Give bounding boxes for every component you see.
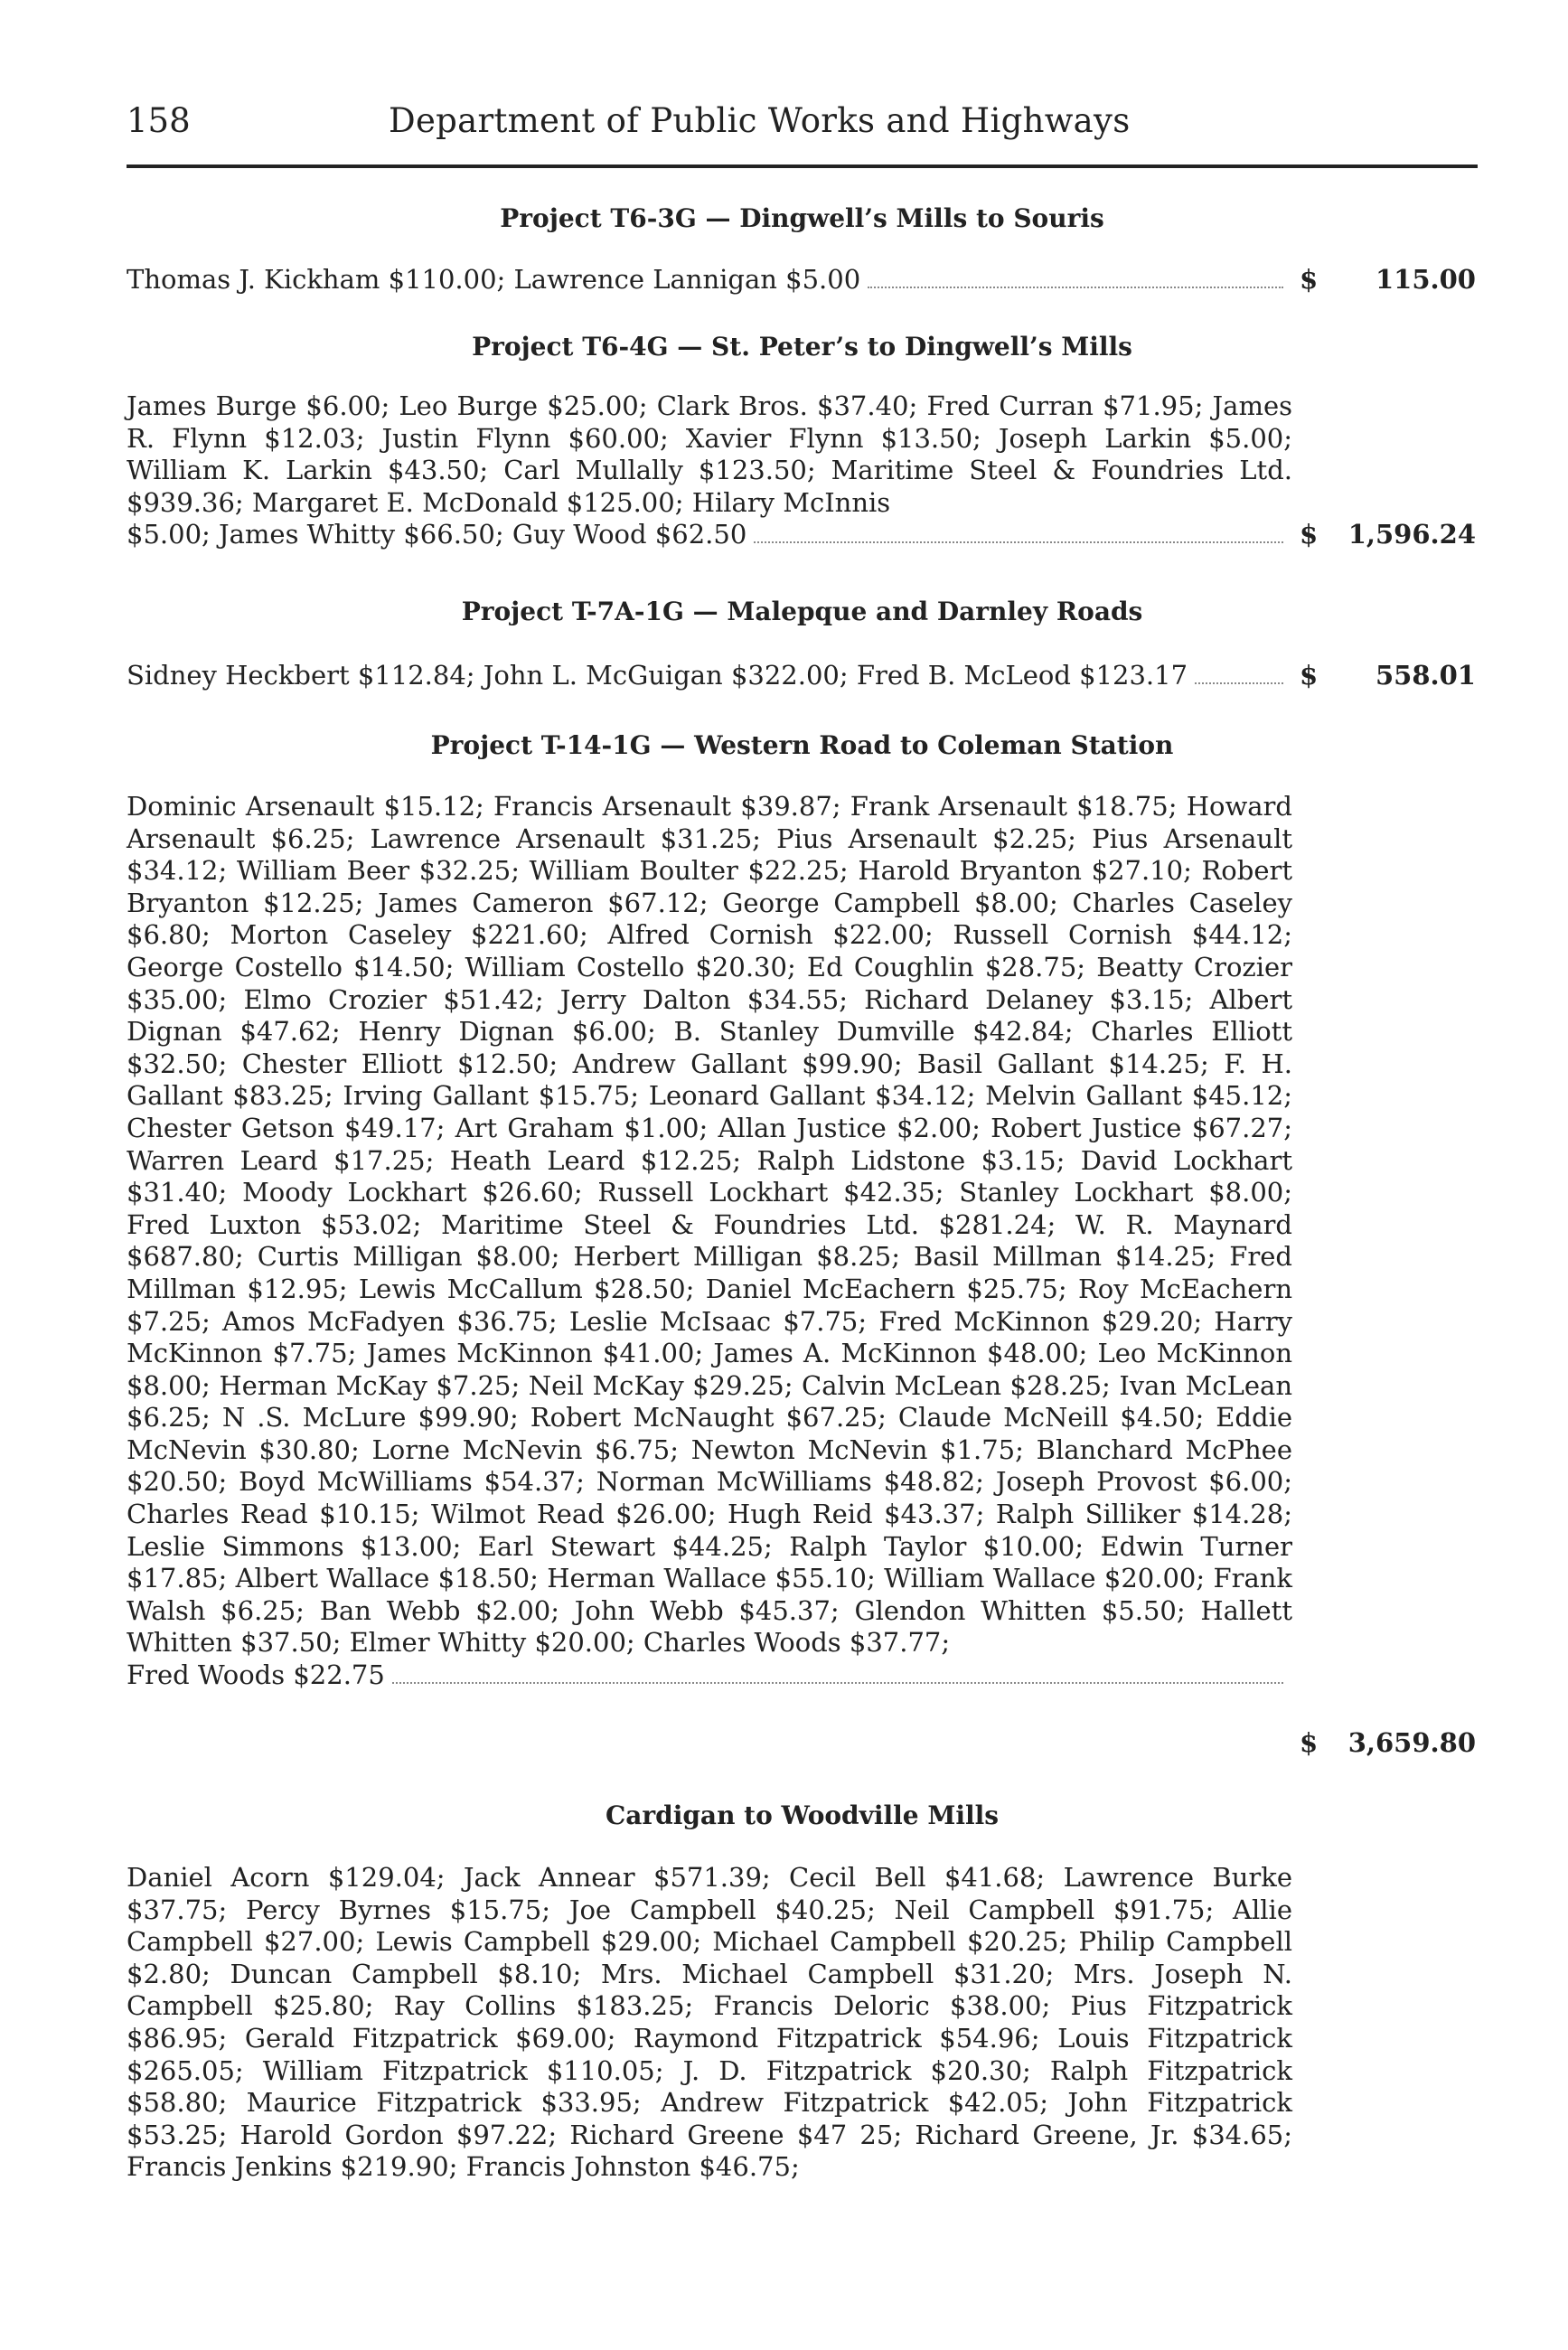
entry-last-line: $5.00; James Whitty $66.50; Guy Wood $62.50 <box>127 519 747 550</box>
running-title: Department of Public Works and Highways <box>389 101 1131 140</box>
section-title: Project T6-3G — Dingwell’s Mills to Souris <box>500 203 1104 233</box>
section-title: Project T-7A-1G — Malepque and Darnley Roads <box>461 597 1143 626</box>
ledger-entry <box>127 660 1478 692</box>
leader-line <box>127 264 1292 296</box>
section-total <box>1292 264 1478 295</box>
dot-leader <box>754 541 1283 543</box>
currency-symbol: $ <box>1300 519 1319 550</box>
section-title: Project T6-4G — St. Peter’s to Dingwell’s Mills <box>472 332 1132 362</box>
dot-leader <box>868 287 1283 288</box>
dot-leader <box>392 1682 1283 1684</box>
ledger-entry <box>127 264 1478 296</box>
section-title: Cardigan to Woodville Mills <box>605 1800 1000 1830</box>
section-total <box>1292 1727 1478 1758</box>
total-value: 115.00 <box>1376 264 1476 295</box>
section-title: Project T-14-1G — Western Road to Coleman Station <box>430 730 1174 760</box>
entry-last-line: Sidney Heckbert $112.84; John L. McGuigan $322.00; Fred B. McLeod $123.17 <box>127 660 1188 691</box>
total-value: 558.01 <box>1376 660 1476 691</box>
ledger-entry <box>127 1862 1478 2184</box>
page-number: 158 <box>127 101 191 140</box>
entry-last-line: Thomas J. Kickham $110.00; Lawrence Lannigan $5.00 <box>127 264 861 295</box>
section-total <box>1292 519 1478 550</box>
leader-line <box>127 660 1292 692</box>
total-value: 3,659.80 <box>1347 1727 1476 1758</box>
payee-paragraph: Dominic Arsenault $15.12; Francis Arsenault $39.87; Frank Arsenault $18.75; Howard Arsenault $6.25; Lawrence Arsenault $31.25; Pius Arsenault $2.25; Pius Arsenault $34.12; William Beer $32.25; William Boulter $22.25; Harold Bryanton $27.10; Robert Bryanton $12.25; James Cameron $67.12; George Campbell $8.00; Charles Caseley $6.80; Morton Caseley $221.60; Alfred Cornish $22.00; Russell Cornish $44.12; George Costello $14.50; William Costello $20.30; Ed Coughlin $28.75; Beatty Crozier $35.00; Elmo Crozier $51.42; Jerry Dalton $34.55; Richard Delaney $3.15; Albert Dignan $47.62; Henry Dignan $6.00; B. Stanley Dumville $42.84; Charles Elliott $32.50; Chester Elliott $12.50; Andrew Gallant $99.90; Basil Gallant $14.25; F. H. Gallant $83.25; Irving Gallant $15.75; Leonard Gallant $34.12; Melvin Gallant $45.12; Chester Getson $49.17; Art Graham $1.00; Allan Justice $2.00; Robert Justice $67.27; Warren Leard $17.25; Heath Leard $12.25; Ralph Lidstone $3.15; David Lockhart $31.40; Moody Lockhart $26.60; Russell Lockhart $42.35; Stanley Lockhart $8.00; Fred Luxton $53.02; Maritime Steel & Foundries Ltd. $281.24; W. R. Maynard $687.80; Curtis Milligan $8.00; Herbert Milligan $8.25; Basil Millman $14.25; Fred Millman $12.95; Lewis McCallum $28.50; Daniel McEachern $25.75; Roy McEachern $7.25; Amos McFadyen $36.75; Leslie McIsaac $7.75; Fred McKinnon $29.20; Harry McKinnon $7.75; James McKinnon $41.00; James A. McKinnon $48.00; Leo McKinnon $8.00; Herman McKay $7.25; Neil McKay $29.25; Calvin McLean $28.25; Ivan McLean $6.25; N .S. McLure $99.90; Robert McNaught $67.25; Claude McNeill $4.50; Eddie McNevin $30.80; Lorne McNevin $6.75; Newton McNevin $1.75; Blanchard McPhee $20.50; Boyd McWilliams $54.37; Norman McWilliams $48.82; Joseph Provost $6.00; Charles Read $10.15; Wilmot Read $26.00; Hugh Reid $43.37; Ralph Silliker $14.28; Leslie Simmons $13.00; Earl Stewart $44.25; Ralph Taylor $10.00; Edwin Turner $17.85; Albert Wallace $18.50; Herman Wallace $55.10; William Wallace $20.00; Frank Walsh $6.25; Ban Webb $2.00; John Webb $45.37; Glendon Whitten $5.50; Hallett Whitten $37.50; Elmer Whitty $20.00; Charles Woods $37.77; <box>127 791 1292 1659</box>
total-value: 1,596.24 <box>1347 519 1476 550</box>
currency-symbol: $ <box>1300 264 1319 295</box>
leader-line <box>127 1659 1292 1692</box>
running-header <box>127 101 1478 168</box>
section-total <box>1292 660 1478 691</box>
currency-symbol: $ <box>1300 660 1319 691</box>
payee-paragraph: Daniel Acorn $129.04; Jack Annear $571.39; Cecil Bell $41.68; Lawrence Burke $37.75; Percy Byrnes $15.75; Joe Campbell $40.25; Neil Campbell $91.75; Allie Campbell $27.00; Lewis Campbell $29.00; Michael Campbell $20.25; Philip Campbell $2.80; Duncan Campbell $8.10; Mrs. Michael Campbell $31.20; Mrs. Joseph N. Campbell $25.80; Ray Collins $183.25; Francis Deloric $38.00; Pius Fitzpatrick $86.95; Gerald Fitzpatrick $69.00; Raymond Fitzpatrick $54.96; Louis Fitzpatrick $265.05; William Fitzpatrick $110.05; J. D. Fitzpatrick $20.30; Ralph Fitzpatrick $58.80; Maurice Fitzpatrick $33.95; Andrew Fitzpatrick $42.05; John Fitzpatrick $53.25; Harold Gordon $97.22; Richard Greene $47 25; Richard Greene, Jr. $34.65; Francis Jenkins $219.90; Francis Johnston $46.75; <box>127 1862 1292 2183</box>
ledger-entry <box>127 390 1478 551</box>
leader-line <box>127 519 1292 551</box>
currency-symbol: $ <box>1300 1727 1319 1758</box>
entry-last-line: Fred Woods $22.75 <box>127 1659 385 1691</box>
payee-paragraph: James Burge $6.00; Leo Burge $25.00; Clark Bros. $37.40; Fred Curran $71.95; James R. Flynn $12.03; Justin Flynn $60.00; Xavier Flynn $13.50; Joseph Larkin $5.00; William K. Larkin $43.50; Carl Mullally $123.50; Maritime Steel & Foundries Ltd. $939.36; Margaret E. McDonald $125.00; Hilary McInnis <box>127 390 1292 518</box>
dot-leader <box>1195 682 1283 684</box>
ledger-entry <box>127 791 1478 1758</box>
